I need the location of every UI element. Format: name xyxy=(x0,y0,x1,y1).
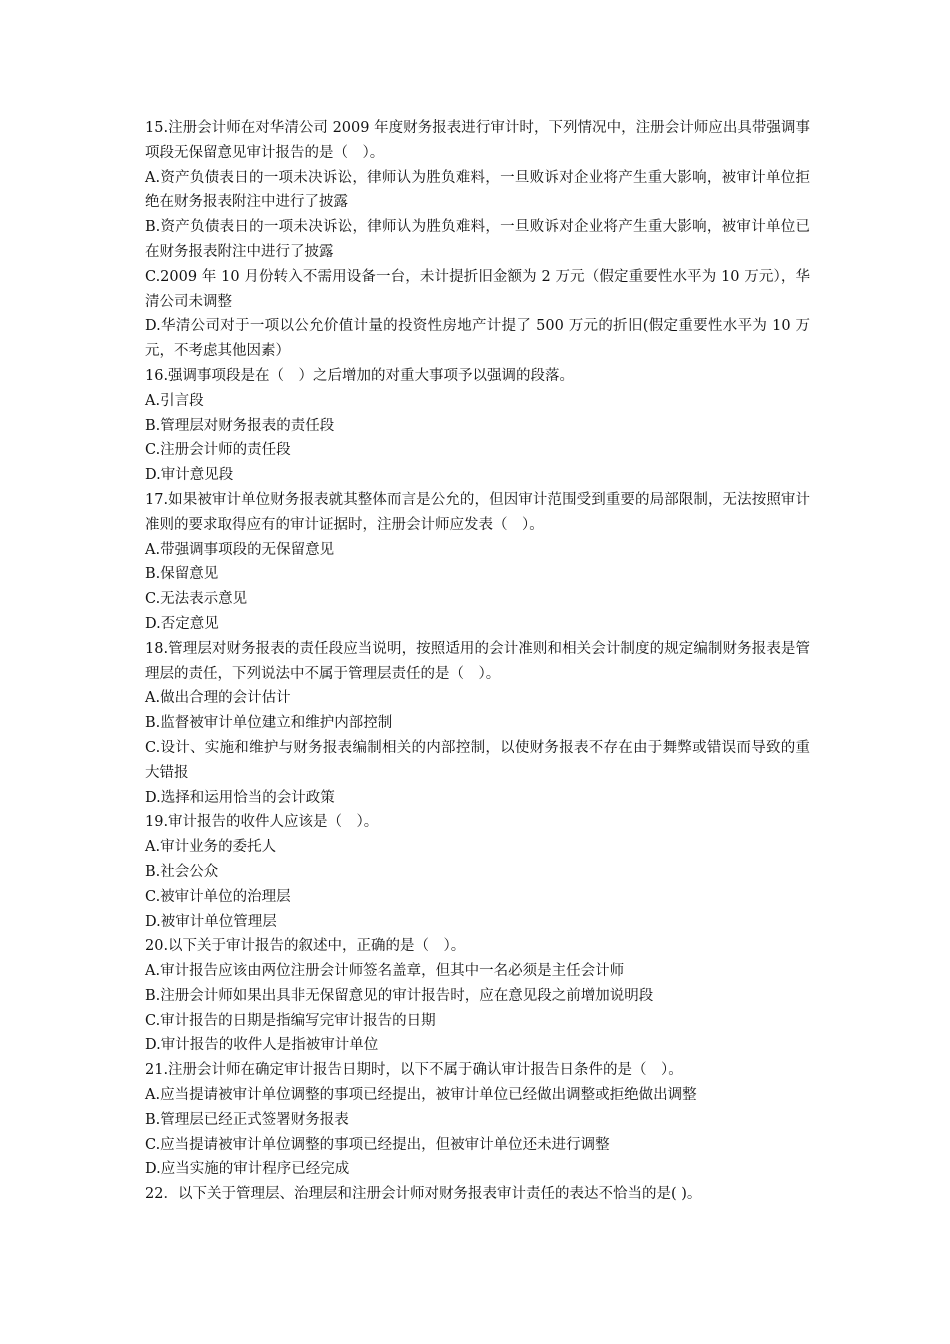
question-15-option-c: C.2009 年 10 月份转入不需用设备一台，未计提折旧金额为 2 万元（假定重要性水平为 10 万元），华清公司未调整 xyxy=(145,268,810,310)
question-16-stem: 16.强调事项段是在（ ）之后增加的对重大事项予以强调的段落。 xyxy=(145,367,575,384)
question-21-stem: 21.注册会计师在确定审计报告日期时，以下不属于确认审计报告日条件的是（ ）。 xyxy=(145,1062,683,1079)
question-22-stem: 22．以下关于管理层、治理层和注册会计师对财务报表审计责任的表达不恰当的是( )。 xyxy=(145,1186,702,1203)
question-17-option-d: D.否定意见 xyxy=(145,615,219,632)
question-17-stem: 17.如果被审计单位财务报表就其整体而言是公允的，但因审计范围受到重要的局部限制，无法按照审计准则的要求取得应有的审计证据时，注册会计师应发表（ ）。 xyxy=(145,491,810,533)
question-20-stem: 20.以下关于审计报告的叙述中，正确的是（ ）。 xyxy=(145,938,466,955)
question-18-option-d: D.选择和运用恰当的会计政策 xyxy=(145,789,335,806)
question-15-stem: 15.注册会计师在对华清公司 2009 年度财务报表进行审计时，下列情况中，注册会计师应出具带强调事项段无保留意见审计报告的是（ ）。 xyxy=(145,120,810,161)
question-21-option-a: A.应当提请被审计单位调整的事项已经提出，被审计单位已经做出调整或拒绝做出调整 xyxy=(145,1087,697,1104)
question-17-option-a: A.带强调事项段的无保留意见 xyxy=(145,541,335,558)
question-19-option-a: A.审计业务的委托人 xyxy=(145,839,277,856)
question-17-option-c: C.无法表示意见 xyxy=(145,591,248,608)
question-15-option-a: A.资产负债表日的一项未决诉讼，律师认为胜负难料，一旦败诉对企业将产生重大影响，被审计单位拒绝在财务报表附注中进行了披露 xyxy=(145,169,810,211)
document-page xyxy=(145,116,810,1207)
question-21-option-c: C.应当提请被审计单位调整的事项已经提出，但被审计单位还未进行调整 xyxy=(145,1136,610,1153)
question-16-option-a: A.引言段 xyxy=(145,392,204,409)
question-15-option-d: D.华清公司对于一项以公允价值计量的投资性房地产计提了 500 万元的折旧(假定重要性水平为 10 万元，不考虑其他因素） xyxy=(145,318,810,360)
question-21-option-b: B.管理层已经正式签署财务报表 xyxy=(145,1111,349,1128)
question-15-option-b: B.资产负债表日的一项未决诉讼，律师认为胜负难料，一旦败诉对企业将产生重大影响，被审计单位已在财务报表附注中进行了披露 xyxy=(145,219,810,260)
question-17-option-b: B.保留意见 xyxy=(145,566,219,583)
question-19-option-d: D.被审计单位管理层 xyxy=(145,913,277,930)
question-20-option-d: D.审计报告的收件人是指被审计单位 xyxy=(145,1037,379,1054)
question-18-option-b: B.监督被审计单位建立和维护内部控制 xyxy=(145,715,393,732)
question-16-option-b: B.管理层对财务报表的责任段 xyxy=(145,417,335,434)
question-19-stem: 19.审计报告的收件人应该是（ ）。 xyxy=(145,814,379,831)
question-19-option-b: B.社会公众 xyxy=(145,863,219,880)
question-18-stem: 18.管理层对财务报表的责任段应当说明，按照适用的会计准则和相关会计制度的规定编制财务报表是管理层的责任，下列说法中不属于管理层责任的是（ ）。 xyxy=(145,640,810,682)
question-21-option-d: D.应当实施的审计程序已经完成 xyxy=(145,1161,350,1178)
question-20-option-c: C.审计报告的日期是指编写完审计报告的日期 xyxy=(145,1012,436,1029)
question-20-option-a: A.审计报告应该由两位注册会计师签名盖章，但其中一名必须是主任会计师 xyxy=(145,963,625,980)
question-20-option-b: B.注册会计师如果出具非无保留意见的审计报告时，应在意见段之前增加说明段 xyxy=(145,987,654,1004)
question-16-option-c: C.注册会计师的责任段 xyxy=(145,442,291,459)
question-18-option-c: C.设计、实施和维护与财务报表编制相关的内部控制，以使财务报表不存在由于舞弊或错误而导致的重大错报 xyxy=(145,739,810,781)
question-19-option-c: C.被审计单位的治理层 xyxy=(145,888,291,905)
question-18-option-a: A.做出合理的会计估计 xyxy=(145,690,291,707)
question-16-option-d: D.审计意见段 xyxy=(145,467,234,484)
